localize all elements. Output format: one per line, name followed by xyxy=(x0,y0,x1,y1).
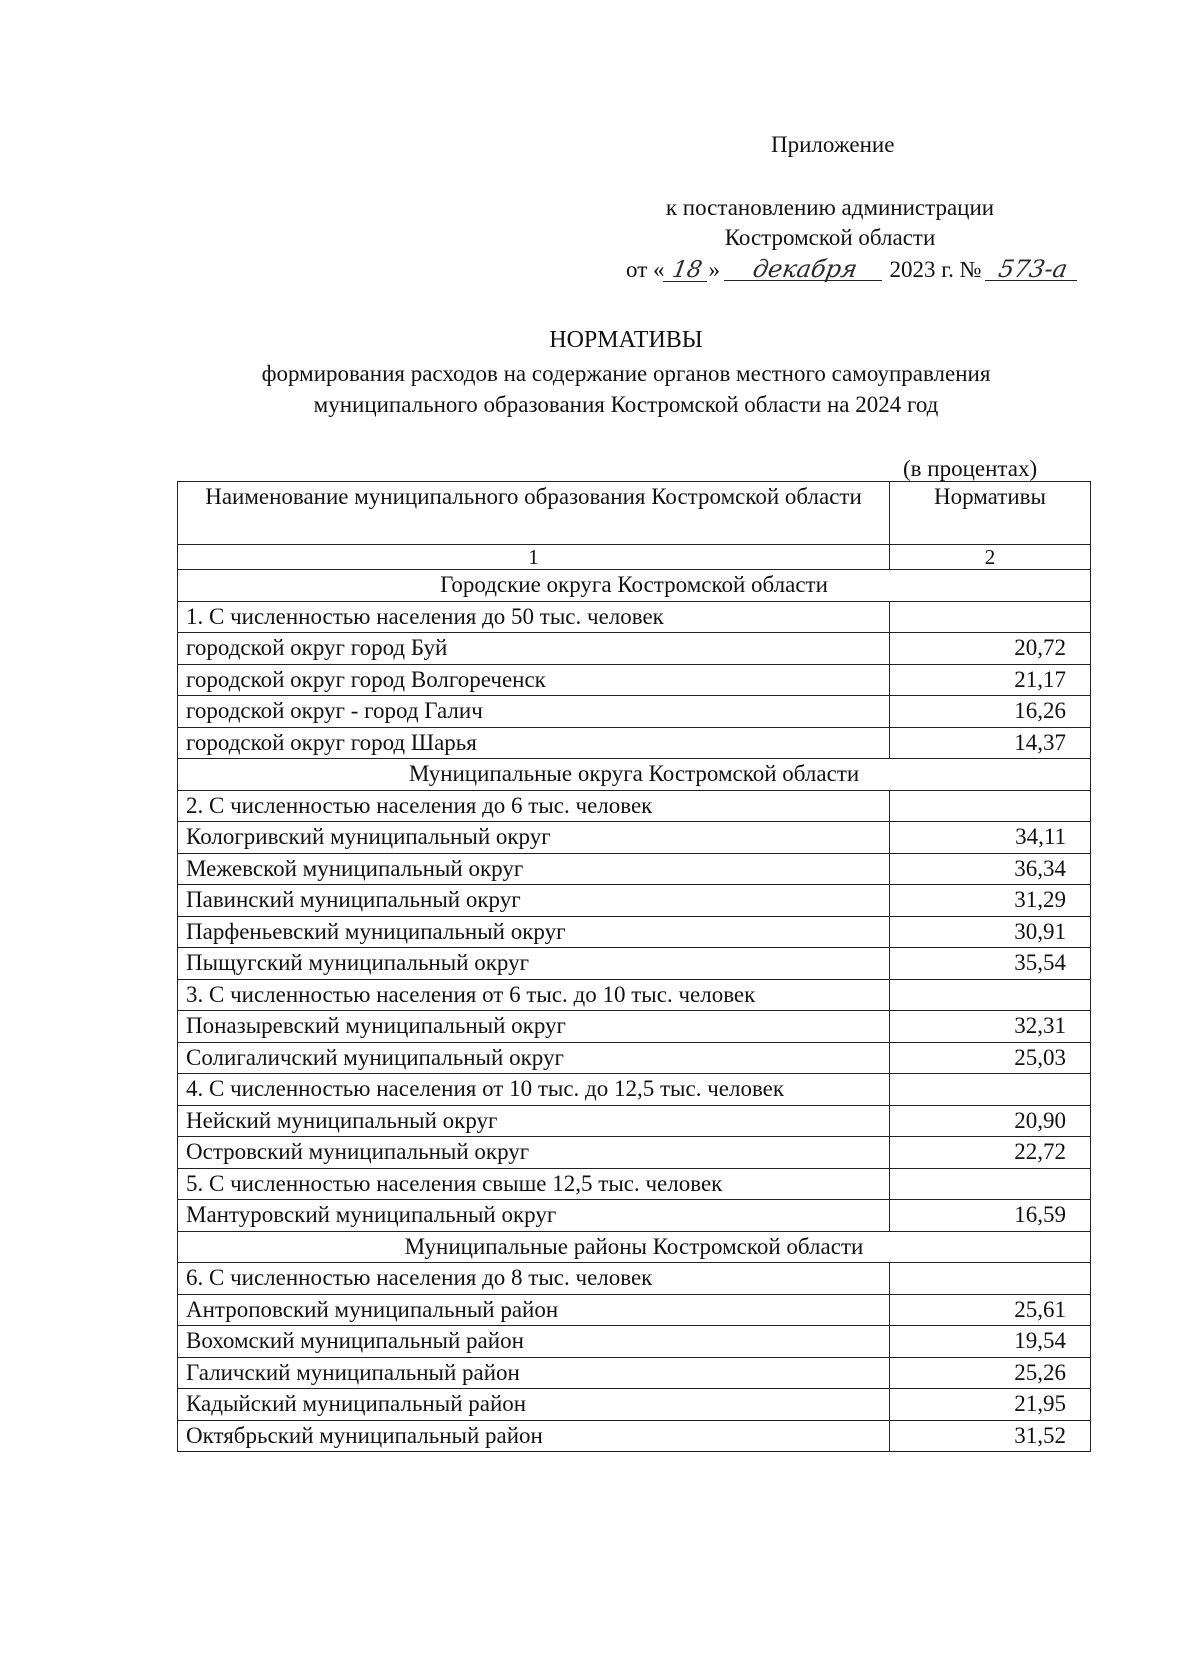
municipality-name: Кадыйский муниципальный район xyxy=(178,1389,890,1421)
norm-value xyxy=(890,1168,1091,1200)
group-label: 4. С численностью населения от 10 тыс. до 12,5 тыс. человек xyxy=(178,1074,890,1106)
appendix-label: Приложение xyxy=(771,132,895,157)
handwritten-decree-number: 573-а xyxy=(985,258,1081,281)
group-row xyxy=(178,601,1091,633)
table-row xyxy=(178,1011,1091,1043)
municipality-name: Пыщугский муниципальный округ xyxy=(178,948,890,980)
date-year: 2023 г. № xyxy=(889,257,982,282)
municipality-name: Межевской муниципальный округ xyxy=(178,853,890,885)
norm-value: 16,26 xyxy=(890,696,1091,728)
municipality-name: Солигаличский муниципальный округ xyxy=(178,1042,890,1074)
date-mid: » xyxy=(708,257,720,282)
norms-table xyxy=(177,481,1091,1452)
group-label: 3. С численностью населения от 6 тыс. до 10 тыс. человек xyxy=(178,979,890,1011)
document-title: НОРМАТИВЫ xyxy=(549,327,703,353)
table-row xyxy=(178,664,1091,696)
norm-value: 16,59 xyxy=(890,1200,1091,1232)
norm-value xyxy=(890,1263,1091,1295)
column-number-2: 2 xyxy=(890,545,1091,570)
group-row xyxy=(178,1074,1091,1106)
table-row xyxy=(178,727,1091,759)
group-label: 1. С численностью населения до 50 тыс. человек xyxy=(178,601,890,633)
table-row xyxy=(178,1137,1091,1169)
norm-value xyxy=(890,979,1091,1011)
norm-value: 36,34 xyxy=(890,853,1091,885)
group-row xyxy=(178,790,1091,822)
group-row xyxy=(178,1168,1091,1200)
norm-value: 31,52 xyxy=(890,1420,1091,1452)
table-row xyxy=(178,948,1091,980)
section-row xyxy=(178,759,1091,791)
municipality-name: Мантуровский муниципальный округ xyxy=(178,1200,890,1232)
decree-line-2: Костромской области xyxy=(724,225,936,250)
table-row xyxy=(178,1420,1091,1452)
norm-value xyxy=(890,790,1091,822)
norm-value: 32,31 xyxy=(890,1011,1091,1043)
municipality-name: Октябрьский муниципальный район xyxy=(178,1420,890,1452)
decree-date-line xyxy=(626,255,1079,285)
table-row xyxy=(178,1105,1091,1137)
table-row xyxy=(178,916,1091,948)
norm-value: 25,61 xyxy=(890,1294,1091,1326)
subtitle-line-1: формирования расходов на содержание органов местного самоуправления xyxy=(261,361,991,386)
table-row xyxy=(178,822,1091,854)
municipality-name: Павинский муниципальный округ xyxy=(178,885,890,917)
table-row xyxy=(178,696,1091,728)
table-row xyxy=(178,1200,1091,1232)
table-row xyxy=(178,1042,1091,1074)
norm-value: 35,54 xyxy=(890,948,1091,980)
section-label: Муниципальные округа Костромской области xyxy=(178,759,1091,791)
column-header-norms: Нормативы xyxy=(890,482,1091,545)
table-row xyxy=(178,1389,1091,1421)
municipality-name: городской округ - город Галич xyxy=(178,696,890,728)
municipality-name: Островский муниципальный округ xyxy=(178,1137,890,1169)
section-row xyxy=(178,1231,1091,1263)
table-row xyxy=(178,1294,1091,1326)
norm-value: 22,72 xyxy=(890,1137,1091,1169)
municipality-name: Антроповский муниципальный район xyxy=(178,1294,890,1326)
decree-reference xyxy=(620,193,1040,253)
municipality-name: Вохомский муниципальный район xyxy=(178,1326,890,1358)
handwritten-month: декабря xyxy=(724,258,886,281)
municipality-name: Нейский муниципальный округ xyxy=(178,1105,890,1137)
table-header-row xyxy=(178,482,1091,545)
municipality-name: Галичский муниципальный район xyxy=(178,1357,890,1389)
table-row xyxy=(178,633,1091,665)
table-row xyxy=(178,1326,1091,1358)
norm-value: 25,03 xyxy=(890,1042,1091,1074)
column-number-1: 1 xyxy=(178,545,890,570)
municipality-name: городской округ город Волгореченск xyxy=(178,664,890,696)
municipality-name: городской округ город Буй xyxy=(178,633,890,665)
municipality-name: Поназыревский муниципальный округ xyxy=(178,1011,890,1043)
municipality-name: городской округ город Шарья xyxy=(178,727,890,759)
group-label: 2. С численностью населения до 6 тыс. человек xyxy=(178,790,890,822)
norm-value: 30,91 xyxy=(890,916,1091,948)
group-label: 5. С численностью населения свыше 12,5 тыс. человек xyxy=(178,1168,890,1200)
handwritten-day: 18 xyxy=(662,259,710,282)
table-row xyxy=(178,853,1091,885)
group-label: 6. С численностью населения до 8 тыс. человек xyxy=(178,1263,890,1295)
table-row xyxy=(178,1357,1091,1389)
column-number-row xyxy=(178,545,1091,570)
group-row xyxy=(178,979,1091,1011)
norm-value xyxy=(890,601,1091,633)
unit-label: (в процентах) xyxy=(903,456,1038,481)
section-label: Городские округа Костромской области xyxy=(178,570,1091,602)
decree-line-1: к постановлению администрации xyxy=(665,195,995,220)
subtitle-line-2: муниципального образования Костромской области на 2024 год xyxy=(313,392,939,417)
municipality-name: Кологривский муниципальный округ xyxy=(178,822,890,854)
section-label: Муниципальные районы Костромской области xyxy=(178,1231,1091,1263)
group-row xyxy=(178,1263,1091,1295)
column-header-name: Наименование муниципального образования Костромской области xyxy=(178,482,890,545)
section-row xyxy=(178,570,1091,602)
norm-value: 20,72 xyxy=(890,633,1091,665)
norm-value xyxy=(890,1074,1091,1106)
norm-value: 34,11 xyxy=(890,822,1091,854)
norm-value: 21,17 xyxy=(890,664,1091,696)
norm-value: 31,29 xyxy=(890,885,1091,917)
document-subtitle xyxy=(0,358,1200,420)
norm-value: 19,54 xyxy=(890,1326,1091,1358)
norm-value: 21,95 xyxy=(890,1389,1091,1421)
date-prefix: от « xyxy=(626,257,665,282)
norm-value: 14,37 xyxy=(890,727,1091,759)
table-row xyxy=(178,885,1091,917)
municipality-name: Парфеньевский муниципальный округ xyxy=(178,916,890,948)
norm-value: 25,26 xyxy=(890,1357,1091,1389)
norm-value: 20,90 xyxy=(890,1105,1091,1137)
